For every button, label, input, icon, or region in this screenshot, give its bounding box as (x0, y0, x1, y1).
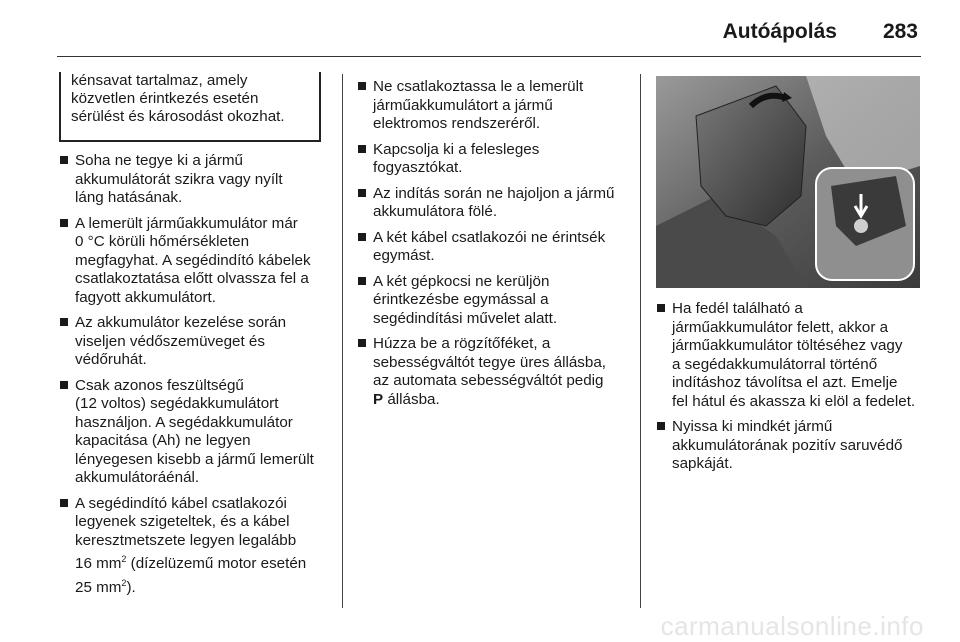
column-divider (342, 74, 343, 608)
page-number: 283 (882, 20, 918, 43)
list-item: Soha ne tegye ki a jármű akkumulátorát szikra vagy nyílt láng hatásának. (59, 152, 334, 208)
warning-box (59, 72, 321, 142)
warning-line: sérülést és károsodást okozhat. (71, 108, 285, 126)
column-divider (640, 74, 641, 608)
warning-line: kénsavat tartalmaz, amely (71, 72, 248, 89)
column-right (656, 300, 924, 481)
cable-size-line: 25 $mm^2$). (75, 577, 136, 596)
bullet-square-icon (358, 82, 366, 90)
bullet-square-icon (358, 277, 366, 285)
list-item: Az akkumulátor kezelése során viseljen védőszemüveget és védőruhát. (59, 314, 334, 370)
cable-size-line: 16 $mm^2$ (dízelüzemű motor esetén (75, 554, 307, 573)
bullet-square-icon (60, 156, 68, 164)
bullet-square-icon (358, 339, 366, 347)
list-item: A két kábel csatlakozói ne érintsék egymást. (357, 229, 637, 266)
list-item: Ha fedél található a járműakkumulátor felett, akkor a járműakkumulátor töltéséhez vagy a segédakkumulátorral történő indításhoz távolítsa el azt. Emelje fel hátul és akassza ki elöl a fedelet. (656, 300, 924, 411)
warning-line: közvetlen érintkezés esetén (71, 90, 259, 108)
page-title: Autóápolás (722, 20, 837, 43)
bullet-square-icon (60, 381, 68, 389)
column-middle (357, 78, 637, 416)
header-divider (57, 56, 921, 57)
list-item: Nyissa ki mindkét jármű akkumulátorának pozitív saruvédő sapkáját. (656, 418, 924, 474)
bullet-square-icon (60, 499, 68, 507)
list-item: A segédindító kábel csatlakozói legyenek szigeteltek, és a kábel keresztmetszete legyen legalább 16 $mm^2$ (dízelüzemű motor esetén 25 $mm^2$). (59, 495, 334, 598)
list-item: A két gépkocsi ne kerüljön érintkezésbe egymással a segédindítási művelet alatt. (357, 273, 637, 329)
list-item: Húzza be a rögzítőféket, a sebességváltót tegye üres állásba, az automata sebességváltót pedig P állásba. (357, 335, 637, 409)
battery-cover-photo (656, 76, 920, 288)
list-item: Ne csatlakoztassa le a lemerült járműakkumulátort a jármű elektromos rendszeréről. (357, 78, 637, 134)
park-position-line: P állásba. (373, 390, 440, 408)
list-item: Kapcsolja ki a felesleges fogyasztókat. (357, 141, 637, 178)
list-item: Az indítás során ne hajoljon a jármű akkumulátora fölé. (357, 185, 637, 222)
watermark: carmanualsonline.info (660, 611, 924, 641)
bullet-square-icon (358, 189, 366, 197)
column-left (59, 152, 334, 604)
bullet-square-icon (60, 219, 68, 227)
battery-cover-illustration (656, 76, 920, 288)
bullet-square-icon (60, 318, 68, 326)
bullet-square-icon (358, 145, 366, 153)
bullet-square-icon (657, 422, 665, 430)
bullet-square-icon (358, 233, 366, 241)
list-item: A lemerült járműakkumulátor már 0 °C körüli hőmérsékleten megfagyhat. A segédindító kábelek csatlakoztatása előtt olvassza fel a fagyott akkumulátort. (59, 215, 334, 308)
list-item: Csak azonos feszültségű (12 voltos) segédakkumulátort használjon. A segédakkumulátor kapacitása (Ah) ne legyen lényegesen kisebb a jármű lemerült akkumulátoráénál. (59, 377, 334, 488)
bullet-square-icon (657, 304, 665, 312)
